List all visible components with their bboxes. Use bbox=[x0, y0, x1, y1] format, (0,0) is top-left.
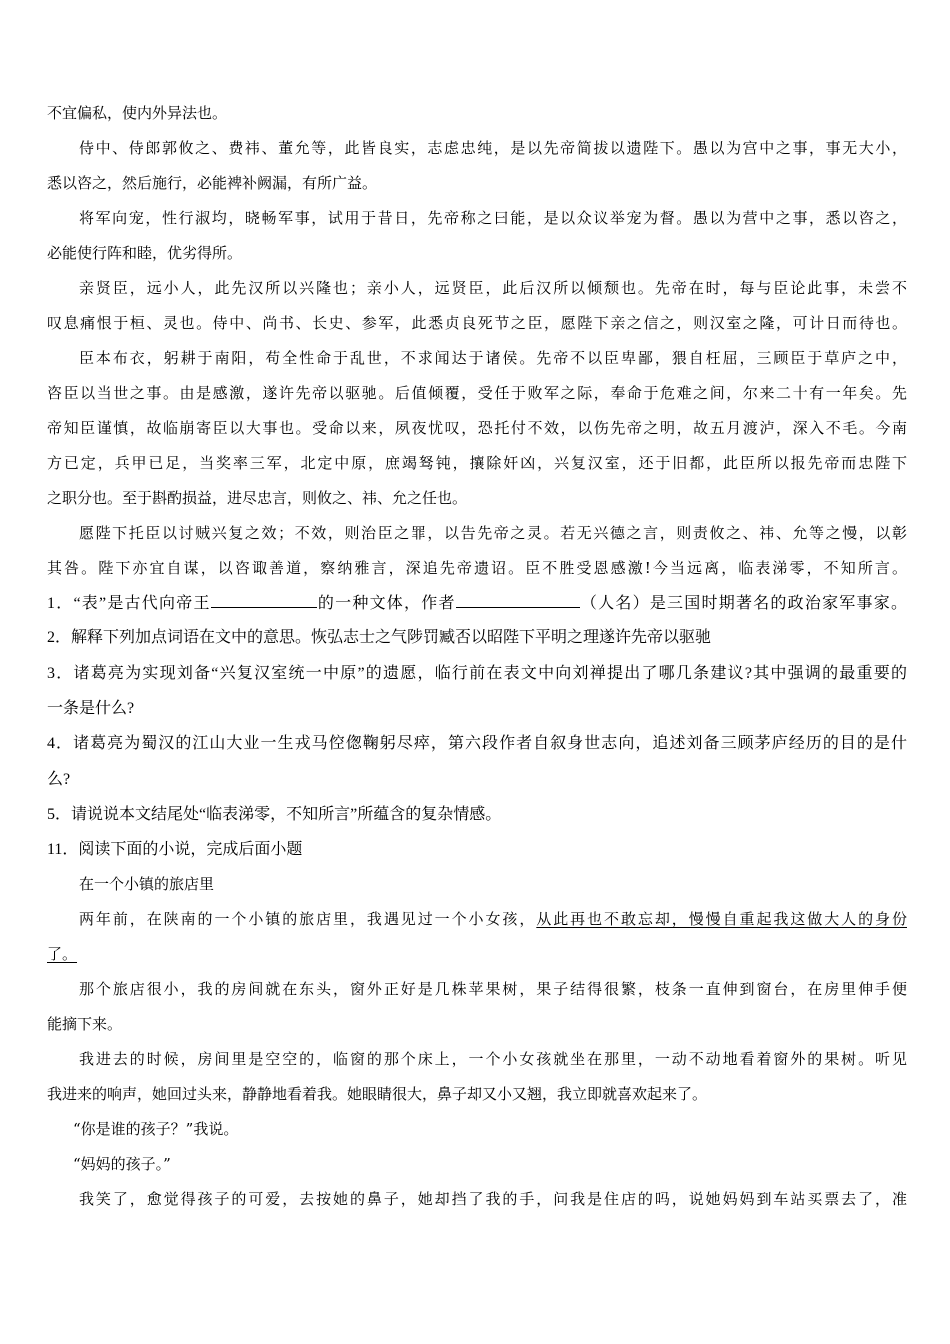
question-3: 3．诸葛亮为实现刘备“兴复汉室统一中原”的遗愿，临行前在表文中向刘禅提出了哪几条建议?其中强调的最重要的 bbox=[47, 665, 907, 682]
story-paragraph-1-cont bbox=[47, 944, 907, 964]
story-p1-underlined-cont: 了。 bbox=[47, 945, 78, 963]
question-1 bbox=[47, 593, 907, 614]
memorial-line: 其咎。陛下亦宜自谋，以咨诹善道，察纳雅言，深追先帝遗诏。臣不胜受恩感激!今当远离，临表涕零，不知所言。 bbox=[47, 559, 907, 577]
story-p1-underlined: 从此再也不敢忘却，慢慢自重起我这做大人的身份 bbox=[536, 910, 907, 928]
memorial-line: 愿陛下托臣以讨贼兴复之效；不效，则治臣之罪，以告先帝之灵。若无兴德之言，则责攸之、祎、允等之慢，以彰 bbox=[79, 524, 907, 542]
question-3-cont: 一条是什么? bbox=[47, 700, 135, 717]
question-1-part-c: （人名）是三国时期著名的政治家军事家。 bbox=[579, 595, 907, 612]
memorial-line: 将军向宠，性行淑均，晓畅军事，试用于昔日，先帝称之曰能，是以众议举宠为督。愚以为营中之事，悉以咨之， bbox=[79, 209, 907, 227]
story-paragraph-3: 我进去的时候，房间里是空空的，临窗的那个床上，一个小女孩就坐在那里，一动不动地看着窗外的果树。听见 bbox=[79, 1050, 907, 1068]
question-1-part-b: 的一种文体，作者 bbox=[316, 595, 456, 612]
story-paragraph-3-cont: 我进来的响声，她回过头来，静静地看着我。她眼睛很大，鼻子却又小又翘，我立即就喜欢起来了。 bbox=[47, 1085, 708, 1103]
memorial-line: 悉以咨之，然后施行，必能裨补阙漏，有所广益。 bbox=[47, 174, 378, 192]
memorial-line: 必能使行阵和睦，优劣得所。 bbox=[47, 244, 243, 262]
memorial-line: 叹息痛恨于桓、灵也。侍中、尚书、长史、参军，此悉贞良死节之臣，愿陛下亲之信之，则汉室之隆，可计日而待也。 bbox=[47, 314, 907, 332]
memorial-line: 臣本布衣，躬耕于南阳，苟全性命于乱世，不求闻达于诸侯。先帝不以臣卑鄙，猥自枉屈，三顾臣于草庐之中， bbox=[79, 349, 907, 367]
story-p1-text: 两年前，在陕南的一个小镇的旅店里，我遇见过一个小女孩， bbox=[79, 910, 537, 928]
story-paragraph-2: 那个旅店很小，我的房间就在东头，窗外正好是几株苹果树，果子结得很繁，枝条一直伸到窗台，在房里伸手便 bbox=[79, 980, 907, 998]
question-2: 2．解释下列加点词语在文中的意思。恢弘志士之气陟罚臧否以昭陛下平明之理遂许先帝以驱驰 bbox=[47, 629, 712, 646]
question-4: 4．诸葛亮为蜀汉的江山大业一生戎马倥偬鞠躬尽瘁，第六段作者自叙身世志向，追述刘备三顾茅庐经历的目的是什 bbox=[47, 735, 907, 752]
memorial-line: 不宜偏私，使内外异法也。 bbox=[47, 104, 228, 122]
question-4-cont: 么? bbox=[47, 771, 71, 788]
memorial-line: 方已定，兵甲已足，当奖率三军，北定中原，庶竭驽钝，攘除奸凶，兴复汉室，还于旧都，此臣所以报先帝而忠陛下 bbox=[47, 454, 907, 472]
memorial-line: 咨臣以当世之事。由是感激，遂许先帝以驱驰。后值倾覆，受任于败军之际，奉命于危难之间，尔来二十有一年矣。先 bbox=[47, 384, 907, 402]
memorial-line: 之职分也。至于斟酌损益，进尽忠言，则攸之、祎、允之任也。 bbox=[47, 489, 468, 507]
story-paragraph-4: 我笑了，愈觉得孩子的可爱，去按她的鼻子，她却挡了我的手，问我是住店的吗，说她妈妈到车站买票去了，准 bbox=[79, 1190, 907, 1208]
memorial-line: 亲贤臣，远小人，此先汉所以兴隆也；亲小人，远贤臣，此后汉所以倾颓也。先帝在时，每与臣论此事，未尝不 bbox=[79, 279, 907, 297]
memorial-line: 侍中、侍郎郭攸之、费祎、董允等，此皆良实，志虑忠纯，是以先帝简拔以遗陛下。愚以为宫中之事，事无大小， bbox=[79, 139, 907, 157]
story-paragraph-2-cont: 能摘下来。 bbox=[47, 1015, 123, 1033]
story-title: 在一个小镇的旅店里 bbox=[79, 875, 215, 893]
question-5: 5．请说说本文结尾处“临表涕零，不知所言”所蕴含的复杂情感。 bbox=[47, 806, 502, 823]
answer-blank-2[interactable] bbox=[456, 593, 580, 608]
story-dialogue-2: “妈妈的孩子。” bbox=[73, 1155, 171, 1173]
answer-blank-1[interactable] bbox=[211, 593, 317, 608]
memorial-line: 帝知臣谨慎，故临崩寄臣以大事也。受命以来，夙夜忧叹，恐托付不效，以伤先帝之明，故五月渡泸，深入不毛。今南 bbox=[47, 419, 907, 437]
story-paragraph-1 bbox=[79, 909, 907, 929]
question-11: 11．阅读下面的小说，完成后面小题 bbox=[47, 841, 303, 858]
story-dialogue-1: “你是谁的孩子？”我说。 bbox=[73, 1120, 239, 1138]
question-1-part-a: 1．“表”是古代向帝王 bbox=[47, 595, 211, 612]
